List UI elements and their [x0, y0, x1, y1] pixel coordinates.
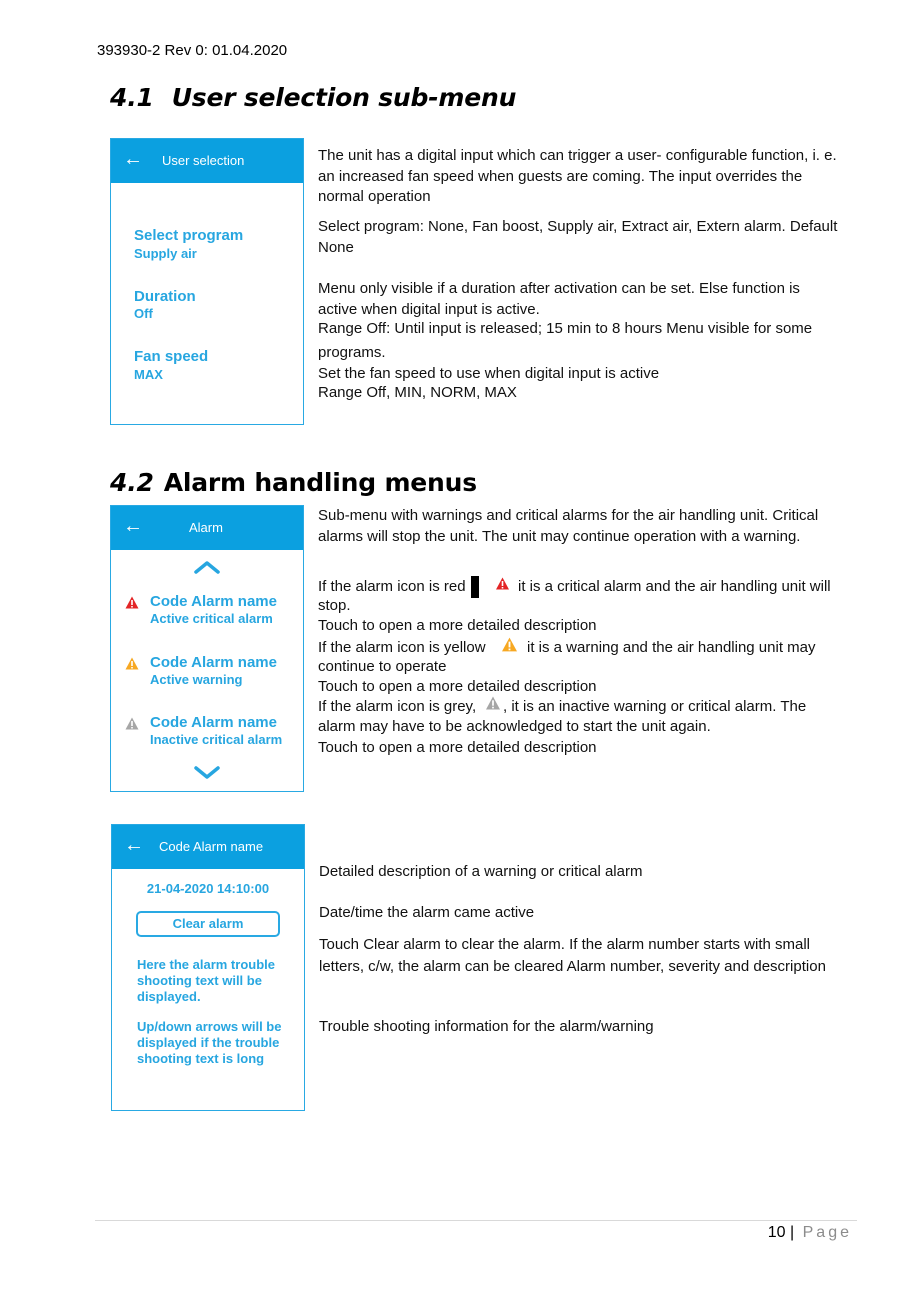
grey-warning-triangle-icon — [485, 696, 501, 710]
alarm-screen — [110, 505, 304, 792]
menu-item-value: Off — [134, 306, 153, 321]
back-arrow-icon[interactable]: ← — [123, 148, 143, 170]
yellow-warning-triangle-icon — [125, 657, 139, 670]
clear-alarm-button[interactable]: Clear alarm — [136, 911, 280, 937]
menu-item-value: Supply air — [134, 246, 197, 261]
screen-title: Alarm — [189, 520, 223, 535]
touch-hint: Touch to open a more detailed description — [318, 678, 597, 695]
screen-header — [112, 825, 304, 869]
touch-hint: Touch to open a more detailed description — [318, 739, 597, 756]
troubleshooting-text: Here the alarm trouble shooting text will be displayed. — [137, 957, 275, 1004]
alarm-grey-text: alarm may have to be acknowledged to start the unit again. — [318, 718, 711, 735]
menu-item-label[interactable]: Fan speed — [134, 348, 209, 365]
alarm-status: Active critical alarm — [150, 611, 273, 626]
alarm-status: Active warning — [150, 672, 243, 687]
alarm-name[interactable]: Code Alarm name — [150, 654, 277, 671]
section-number: 4.2 — [110, 468, 154, 497]
description-text: The unit has a digital input which can trigger a user- configurable function, i. e. an increased fan speed when guests are coming. The input overrides the normal operation — [318, 147, 837, 205]
touch-hint: Touch to open a more detailed description — [318, 617, 597, 634]
grey-warning-triangle-icon — [125, 717, 139, 730]
screen-header — [111, 506, 303, 550]
detail-description: Touch Clear alarm to clear the alarm. If the alarm number starts with small letters, c/w, the alarm can be cleared Alarm number, severity and description — [319, 936, 826, 975]
back-arrow-icon[interactable]: ← — [124, 834, 144, 856]
menu-item-label[interactable]: Duration — [134, 288, 196, 305]
alarm-name[interactable]: Code Alarm name — [150, 714, 277, 731]
description-text: programs. — [318, 344, 386, 361]
footer-divider — [95, 1220, 857, 1221]
page-number — [768, 1224, 852, 1242]
description-text: Menu only visible if a duration after activation can be set. Else function is active when digital input is active. — [318, 280, 800, 318]
alarm-yellow-text: continue to operate — [318, 658, 447, 675]
chevron-up-icon[interactable] — [193, 560, 221, 574]
description-text: Range Off: Until input is released; 15 min to 8 hours Menu visible for some — [318, 320, 813, 337]
alarm-red-text: it is a critical alarm and the air handling unit will — [518, 578, 831, 595]
menu-item-value: MAX — [134, 367, 163, 382]
detail-description: Detailed description of a warning or critical alarm — [319, 863, 643, 880]
screen-title: User selection — [162, 153, 245, 168]
red-warning-triangle-icon — [125, 596, 139, 609]
alarm-intro-text: Sub-menu with warnings and critical alarms for the air handling unit. Critical alarms will stop the unit. The unit may continue operation with a warning. — [318, 507, 819, 545]
document-id: 393930-2 Rev 0: 01.04.2020 — [97, 42, 288, 59]
detail-description: Date/time the alarm came active — [319, 904, 535, 921]
section-number: 4.1 — [110, 83, 154, 112]
chevron-down-icon[interactable] — [193, 766, 221, 780]
black-marker — [471, 576, 479, 598]
page-number-value: 10 — [767, 1224, 786, 1241]
section-heading-4-2 — [110, 468, 477, 497]
alarm-name[interactable]: Code Alarm name — [150, 593, 277, 610]
alarm-datetime: 21-04-2020 14:10:00 — [146, 881, 270, 896]
user-selection-screen — [110, 138, 304, 425]
alarm-red-text: If the alarm icon is red — [318, 578, 466, 595]
section-heading-4-1 — [110, 83, 516, 112]
section-title: Alarm handling menus — [163, 468, 477, 497]
red-warning-triangle-icon — [495, 577, 510, 590]
yellow-warning-triangle-icon — [501, 637, 518, 652]
detail-description: Trouble shooting information for the alarm/warning — [319, 1018, 654, 1035]
page-word: Page — [802, 1224, 852, 1241]
alarm-grey-text: If the alarm icon is grey, — [318, 698, 477, 715]
description-text: Select program: None, Fan boost, Supply air, Extract air, Extern alarm. Default None — [318, 218, 838, 256]
alarm-yellow-text: If the alarm icon is yellow — [318, 639, 486, 656]
page-separator: | — [790, 1224, 795, 1241]
description-text: Set the fan speed to use when digital input is active — [318, 365, 660, 382]
alarm-yellow-text: it is a warning and the air handling unit may — [527, 639, 816, 656]
screen-title: Code Alarm name — [159, 839, 264, 854]
alarm-grey-text: , it is an inactive warning or critical alarm. The — [503, 698, 807, 715]
back-arrow-icon[interactable]: ← — [123, 515, 143, 537]
description-text: Range Off, MIN, NORM, MAX — [318, 384, 517, 401]
troubleshooting-text: Up/down arrows will be displayed if the trouble shooting text is long — [137, 1019, 282, 1066]
section-title: User selection sub-menu — [171, 83, 517, 112]
alarm-detail-screen — [111, 824, 305, 1111]
menu-item-label[interactable]: Select program — [134, 227, 244, 244]
alarm-red-text: stop. — [318, 597, 351, 614]
screen-header — [111, 139, 303, 183]
alarm-status: Inactive critical alarm — [150, 732, 283, 747]
